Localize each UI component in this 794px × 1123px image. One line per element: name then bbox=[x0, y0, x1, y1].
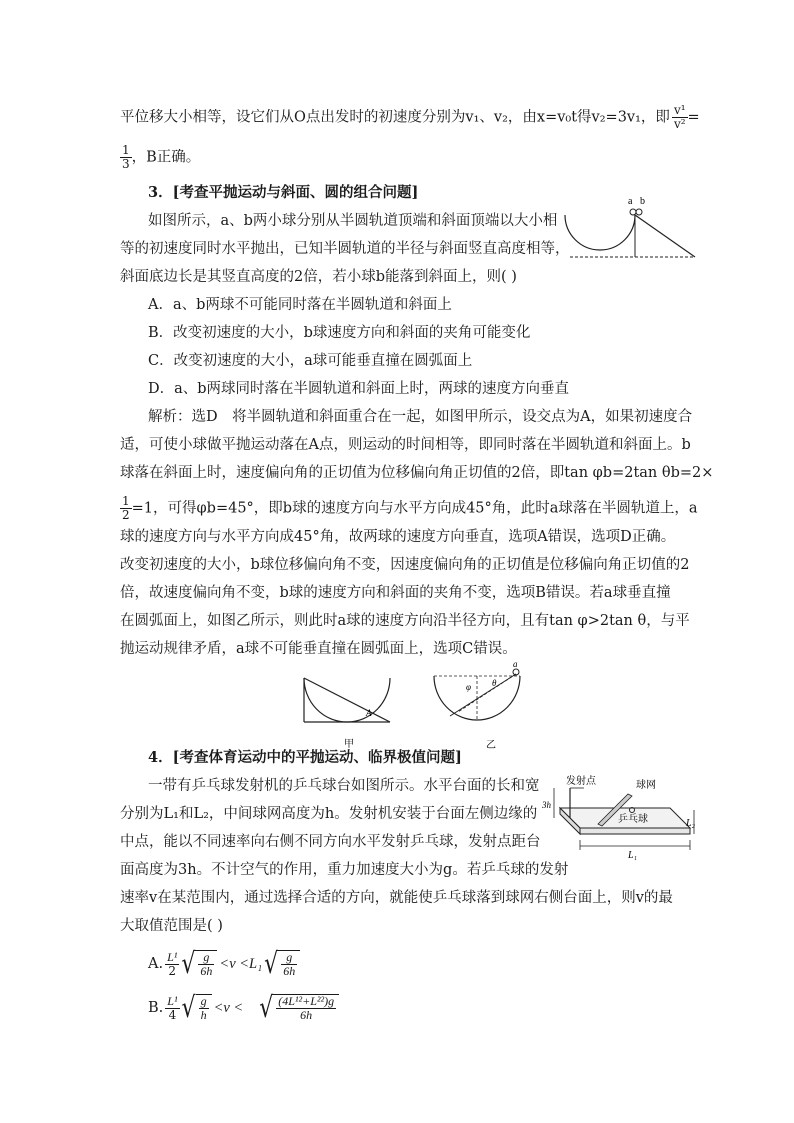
fraction: $\frac{g}{6h}$ bbox=[200, 950, 213, 978]
fraction: $\frac{\text{L¹}}{2}$ bbox=[167, 949, 178, 978]
option-a: A．a、b两球不可能同时落在半圆轨道和斜面上 bbox=[148, 297, 452, 313]
question-stem: 大取值范围是( ) bbox=[120, 918, 223, 934]
label-A: A bbox=[366, 708, 372, 718]
question-stem: 一带有乒乓球发射机的乒乓球台如图所示。水平台面的长和宽 bbox=[148, 778, 540, 794]
q4-figure bbox=[540, 778, 700, 868]
option-b: B．改变初速度的大小，b球速度方向和斜面的夹角可能变化 bbox=[148, 325, 531, 341]
fraction: $\frac{g}{h}$ bbox=[200, 994, 207, 1022]
question-stem: 等的初速度同时水平抛出，已知半圆轨道的半径与斜面竖直高度相等， bbox=[120, 241, 570, 257]
caption-yi: 乙 bbox=[486, 740, 496, 751]
question-stem: 分别为L₁和L₂，中间球网高度为h。发射机安装于台面左侧边缘的 bbox=[120, 806, 538, 822]
label-L1: L₁ bbox=[628, 850, 638, 861]
label-theta: θ bbox=[492, 678, 497, 688]
question-stem: 中点，能以不同速率向右侧不同方向水平发射乒乓球，发射点距台 bbox=[120, 834, 541, 850]
question-stem: 如图所示，a、b两小球分别从半圆轨道顶端和斜面顶端以大小相 bbox=[148, 213, 558, 229]
figure-yi bbox=[428, 659, 528, 754]
label-3h: 3h bbox=[542, 800, 551, 810]
fraction: $\frac{\text{v¹}}{\text{v²}}$ bbox=[673, 103, 686, 131]
label-b: b bbox=[640, 196, 645, 207]
option-d: D．a、b两球同时落在半圆轨道和斜面上时，两球的速度方向垂直 bbox=[148, 381, 570, 397]
fraction: $\frac{1}{2}$ bbox=[122, 494, 130, 522]
option-b: B. $\frac{\text{L¹}}{4}$ √ $\frac{g}{h}$ <v < √ $\frac{\text{(4L¹²+L²²)g}}{6h}$ bbox=[148, 988, 339, 1028]
solution-line: 在圆弧面上，如图乙所示，则此时a球的速度方向沿半径方向，且有tan φ>2tan θ，与平 bbox=[120, 613, 690, 629]
label-launch: 发射点 bbox=[566, 776, 596, 787]
solution-line: 改变初速度的大小，b球位移偏向角不变，因速度偏向角的正切值是位移偏向角正切值的2 bbox=[120, 557, 690, 573]
q3-figure bbox=[560, 196, 700, 267]
figure-jia bbox=[300, 672, 400, 752]
option-c: C．改变初速度的大小，a球可能垂直撞在圆弧面上 bbox=[148, 353, 473, 369]
option-a: A. $\frac{\text{L¹}}{2}$ √ $\frac{g}{6h}$ <v <L₁ √ $\frac{g}{6h}$ bbox=[148, 944, 300, 984]
label-a: a bbox=[513, 659, 518, 669]
solution-line: 抛运动规律矛盾，a球不可能垂直撞在圆弧面上，选项C错误。 bbox=[120, 641, 517, 657]
label-net: 球网 bbox=[636, 780, 656, 791]
question-stem: 面高度为3h。不计空气的作用，重力加速度大小为g。若乒乓球的发射 bbox=[120, 862, 569, 878]
paragraph-line: 平位移大小相等，设它们从O点出发时的初速度分别为v₁、v₂，由x=v₀t得v₂=3v₁，即 $\frac{\text{v¹}}{\text{v²}}$ = bbox=[120, 103, 700, 131]
fraction: $\frac{1}{3}$ bbox=[122, 143, 130, 171]
fraction: $\frac{g}{6h}$ bbox=[283, 950, 296, 978]
solution-line: 球的速度方向与水平方向成45°角，故两球的速度方向垂直，选项A错误，选项D正确。 bbox=[120, 529, 676, 545]
label-L2: L₂ bbox=[686, 818, 696, 829]
label-phi: φ bbox=[466, 682, 471, 692]
label-ball: 乒乓球 bbox=[618, 814, 648, 825]
question-title: 4．[考查体育运动中的平抛运动、临界极值问题] bbox=[148, 749, 462, 766]
solution-line: 倍，故速度偏向角不变，b球的速度方向和斜面的夹角不变，选项B错误。若a球垂直撞 bbox=[120, 585, 671, 601]
paragraph-line: $\frac{1}{3}$ ，B正确。 bbox=[122, 143, 201, 171]
solution-line: $\frac{1}{2}$ =1，可得φb=45°，即b球的速度方向与水平方向成45°角，此时a球落在半圆轨道上，a bbox=[122, 494, 698, 522]
fraction: $\frac{\text{(4L¹²+L²²)g}}{6h}$ bbox=[278, 994, 335, 1022]
solution-line: 适，可使小球做平抛运动落在A点，则运动的时间相等，即同时落在半圆轨道和斜面上。b bbox=[120, 437, 691, 453]
solution-line: 球落在斜面上时，速度偏向角的正切值为位移偏向角正切值的2倍，即tan φb=2tan θb=2× bbox=[120, 465, 714, 481]
caption-jia: 甲 bbox=[344, 739, 354, 750]
question-title: 3．[考查平抛运动与斜面、圆的组合问题] bbox=[148, 184, 419, 201]
solution-line: 解析：选D 将半圆轨道和斜面重合在一起，如图甲所示，设交点为A，如果初速度合 bbox=[148, 409, 693, 425]
question-stem: 速率v在某范围内，通过选择合适的方向，就能使乒乓球落到球网右侧台面上，则v的最 bbox=[120, 890, 673, 906]
fraction: $\frac{\text{L¹}}{4}$ bbox=[167, 993, 178, 1022]
question-stem: 斜面底边长是其竖直高度的2倍，若小球b能落到斜面上，则( ) bbox=[120, 269, 517, 285]
label-a: a bbox=[628, 196, 633, 207]
